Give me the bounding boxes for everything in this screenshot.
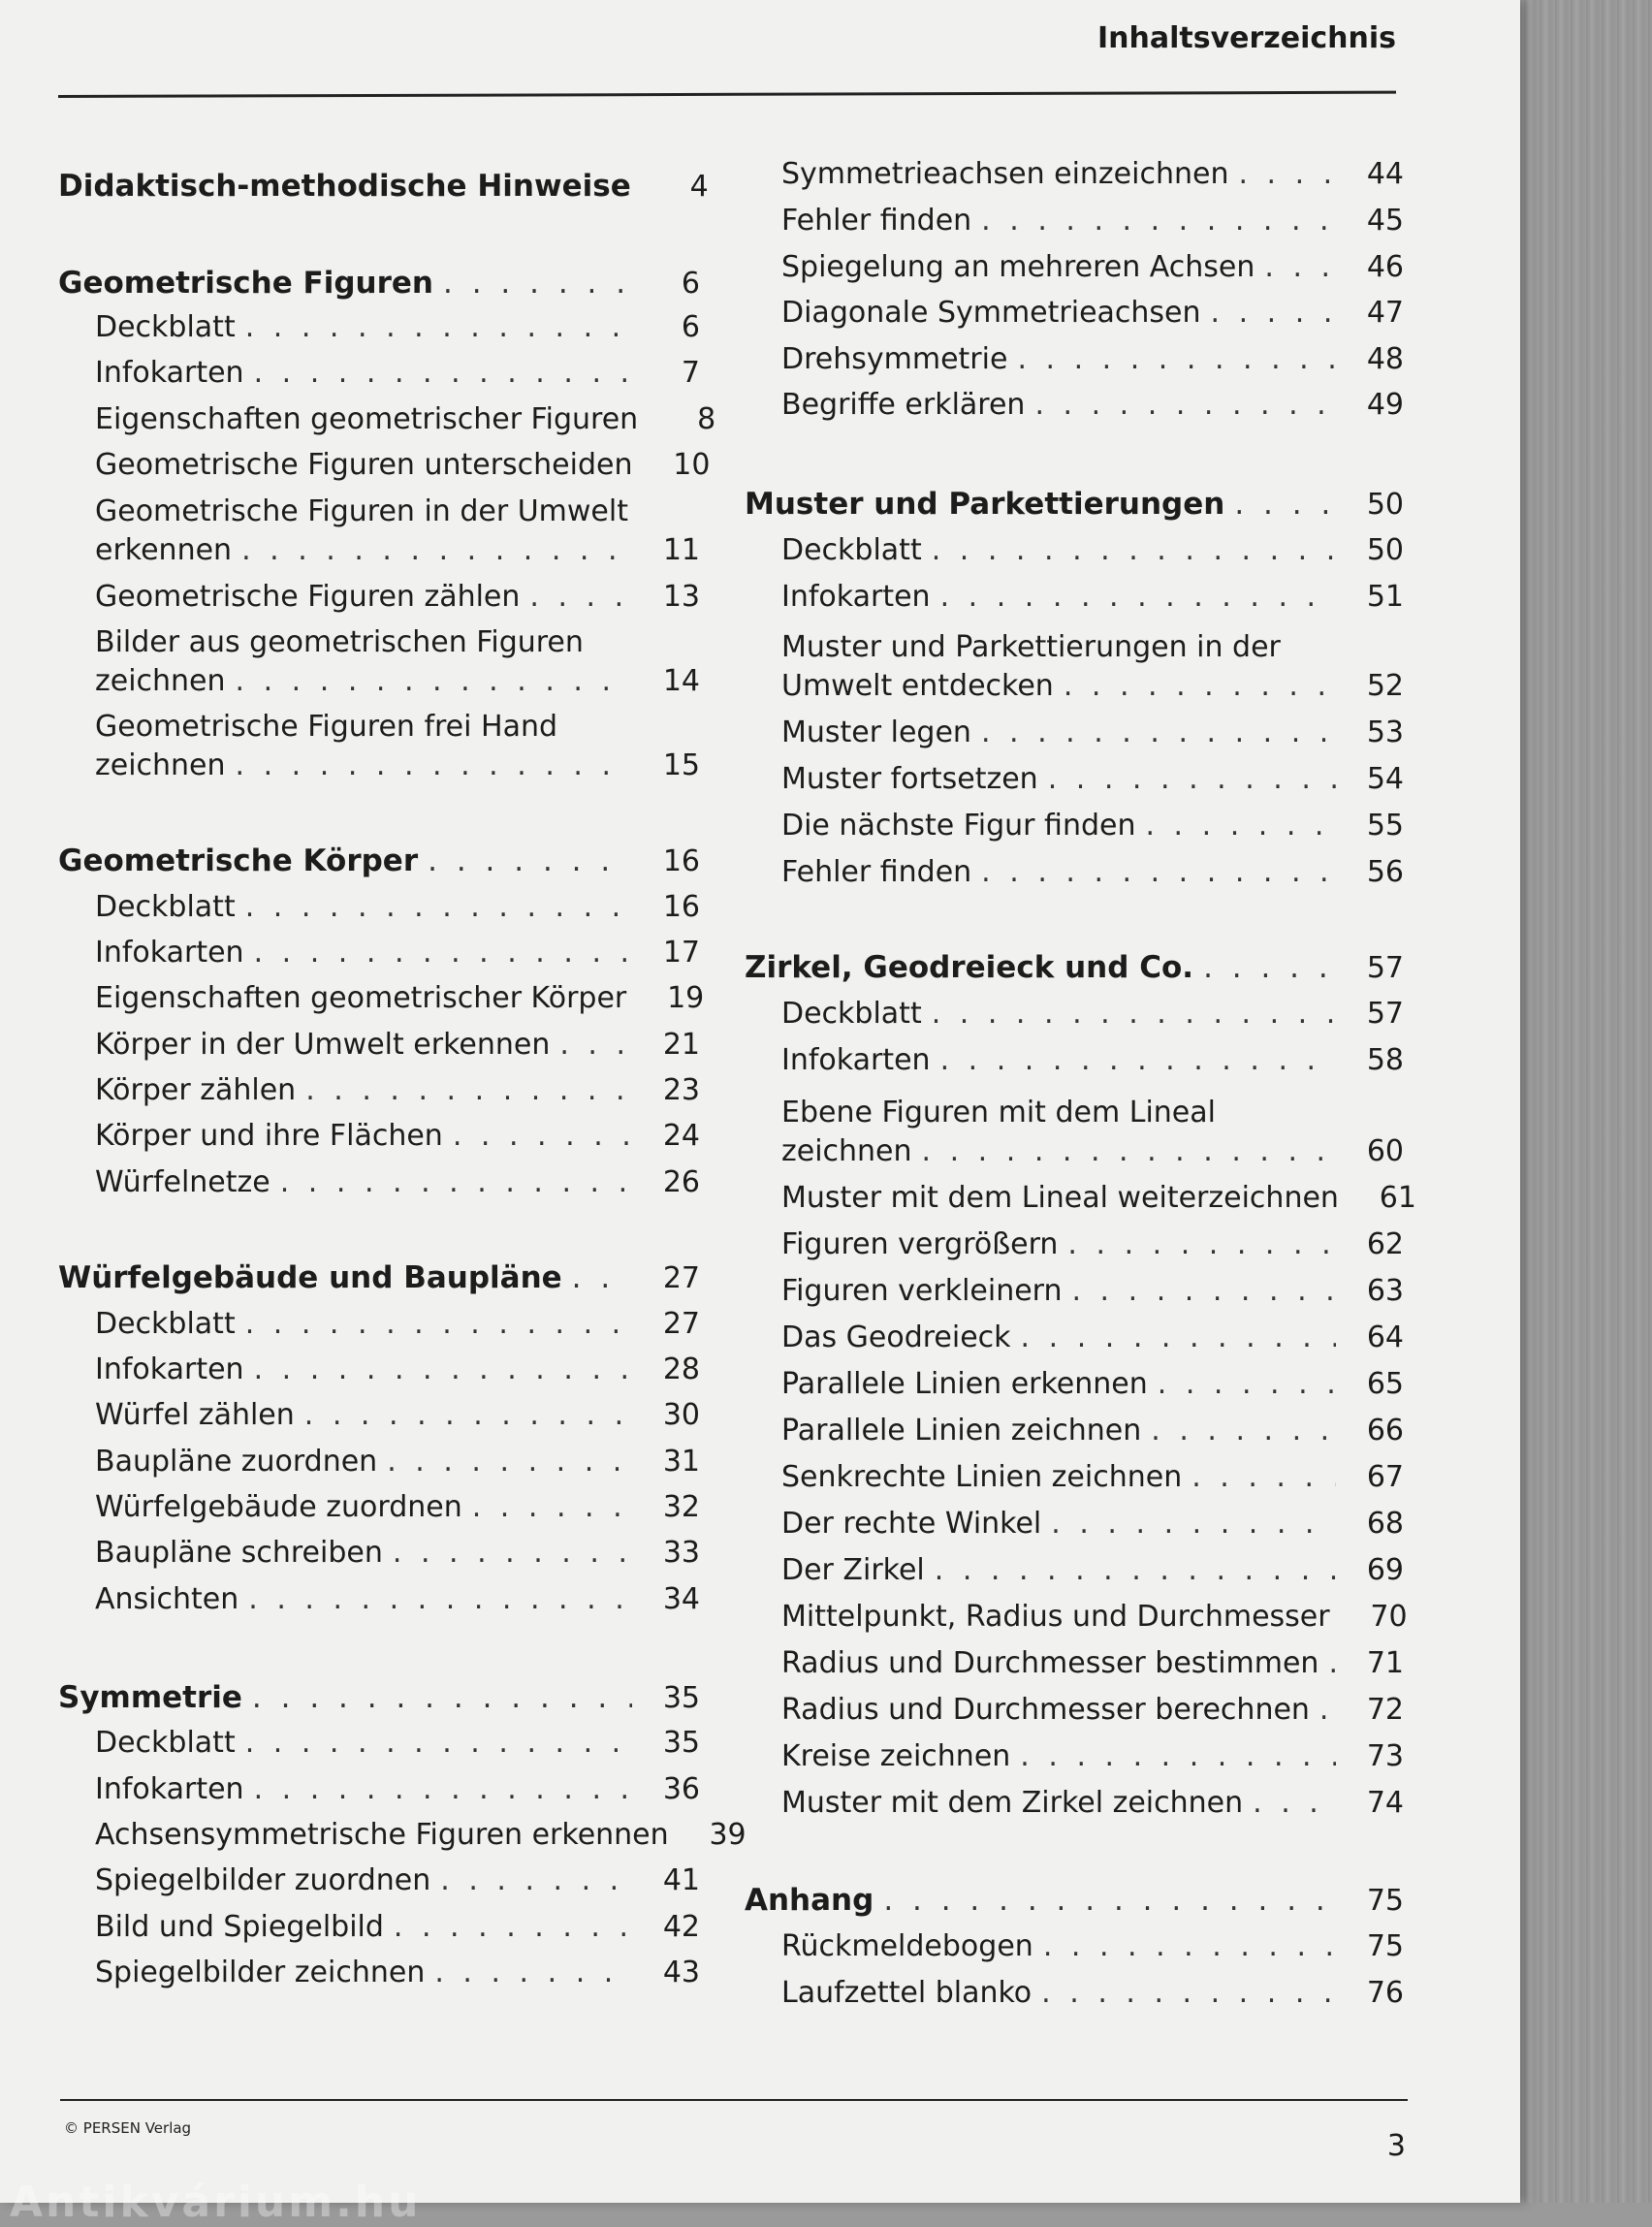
toc-entry-title: Deckblatt [95,1307,236,1341]
dot-leader [254,1770,632,1809]
toc-page-number: 57 [1366,997,1404,1031]
dot-leader [1041,1974,1336,2013]
toc-entry-title: Geometrische Figuren unterscheiden [95,448,633,482]
toc-entry [745,1458,1404,1497]
toc-page-number: 33 [662,1536,700,1570]
toc-entry-title: zeichnen [95,748,226,782]
toc-entry-title: Radius und Durchmesser bestimmen [781,1646,1319,1680]
dot-leader [940,578,1336,617]
dot-leader [1021,1319,1336,1357]
toc-entry [745,853,1404,892]
toc-page-number: 49 [1366,388,1404,422]
toc-page-number: 21 [662,1028,700,1062]
toc-page-number: 6 [681,267,700,301]
toc-page-number: 68 [1366,1507,1404,1541]
toc-entry-title: Der Zirkel [781,1553,925,1587]
toc-section-heading [58,167,709,207]
toc-entry-title: erkennen [95,533,233,567]
toc-entry [58,1117,700,1156]
toc-entry-title: Figuren verkleinern [781,1274,1063,1308]
toc-page-number: 62 [1366,1227,1404,1261]
toc-page-number: 50 [1366,488,1404,522]
toc-entry-title: Didaktisch-methodische Hinweise [58,169,631,204]
dot-leader [1328,1644,1336,1683]
toc-entry [58,708,700,785]
toc-entry [745,1551,1404,1590]
toc-entry-title: Das Geodreieck [781,1320,1011,1354]
toc-page-number: 36 [662,1772,700,1806]
toc-entry-title: Anhang [745,1883,874,1918]
dot-leader [1048,760,1336,799]
dot-leader [434,1954,632,1992]
toc-entry [58,979,705,1018]
toc-entry [745,1644,1404,1683]
toc-entry [745,1041,1404,1080]
toc-page-number: 63 [1366,1274,1404,1308]
toc-page-number: 30 [662,1398,700,1432]
dot-leader [304,1396,632,1435]
dot-leader [254,354,632,393]
dot-leader [981,714,1336,752]
toc-entry [745,340,1404,379]
toc-entry-title: Laufzettel blanko [781,1976,1032,2010]
dot-leader [393,1534,632,1573]
page-header-title: Inhaltsverzeichnis [1096,21,1396,55]
toc-page-number: 73 [1366,1739,1404,1773]
toc-entry-title: Deckblatt [95,310,236,344]
dot-leader [453,1117,632,1156]
dot-leader [248,1580,632,1619]
toc-page-number: 74 [1366,1786,1404,1820]
toc-page-number: 39 [709,1818,747,1852]
toc-page-number: 34 [662,1582,700,1616]
toc-entry [745,760,1404,799]
dot-leader [1191,1458,1336,1497]
toc-entry-title: Mittelpunkt, Radius und Durchmesser [781,1600,1330,1634]
toc-page-number: 48 [1366,342,1404,376]
dot-leader [1319,1691,1336,1730]
toc-page-number: 17 [662,936,700,970]
toc-page-number: 27 [662,1307,700,1341]
toc-entry-title: Drehsymmetrie [781,342,1008,376]
toc-entry [58,308,700,347]
toc-page-number: 16 [662,890,700,924]
toc-entry [745,1598,1408,1637]
toc-entry [745,807,1404,845]
toc-entry [58,623,700,701]
toc-entry [58,1163,700,1202]
toc-entry [745,386,1404,425]
dot-leader [428,842,632,880]
toc-page-number: 69 [1366,1553,1404,1587]
toc-entry [745,294,1404,333]
toc-page-number: 65 [1366,1367,1404,1401]
toc-section-heading [58,1678,700,1718]
dot-leader [1067,1225,1336,1264]
toc-section-heading [745,485,1404,525]
toc-entry-title: Baupläne schreiben [95,1536,383,1570]
dot-leader [1020,1737,1336,1776]
toc-entry-title: Körper in der Umwelt erkennen [95,1028,551,1062]
toc-entry-title: Kreise zeichnen [781,1739,1011,1773]
toc-entry [745,1272,1404,1311]
toc-entry-title: Fehler finden [781,204,972,238]
toc-page-number: 7 [681,356,700,390]
toc-page-number: 46 [1366,250,1404,284]
toc-entry-title: Muster legen [781,716,971,749]
toc-entry-title: Muster mit dem Zirkel zeichnen [781,1786,1244,1820]
toc-entry-title: Spiegelung an mehreren Achsen [781,250,1255,284]
toc-entry [58,1443,700,1481]
toc-page-number: 47 [1366,296,1404,330]
toc-entry [58,1908,700,1947]
toc-entry [745,1927,1404,1966]
toc-page-number: 55 [1366,809,1404,843]
toc-entry-title: Infokarten [781,1043,931,1077]
toc-entry [745,1094,1404,1171]
toc-page-number: 42 [662,1910,700,1944]
toc-page-number: 54 [1366,762,1404,796]
toc-page-number: 23 [662,1073,700,1107]
toc-entry-title: Deckblatt [781,533,922,567]
toc-page-number: 70 [1370,1600,1408,1634]
toc-entry [745,578,1404,617]
toc-entry-title: Geometrische Figuren [58,266,433,301]
dot-leader [940,1041,1336,1080]
toc-entry-title: Geometrische Figuren zählen [95,580,521,614]
dot-leader [305,1071,632,1110]
toc-entry-title: Spiegelbilder zeichnen [95,1956,426,1989]
toc-page-number: 28 [662,1352,700,1386]
dot-leader [245,1724,632,1763]
toc-page-number: 19 [667,981,705,1015]
toc-entry-title: Parallele Linien erkennen [781,1367,1148,1401]
toc-entry-title: Spiegelbilder zuordnen [95,1863,431,1897]
toc-page-number: 15 [662,748,700,782]
toc-entry-title: Ansichten [95,1582,239,1616]
toc-entry [745,1737,1404,1776]
toc-page-number: 45 [1366,204,1404,238]
toc-entry-title-line: Ebene Figuren mit dem Lineal [781,1096,1216,1129]
toc-entry-title: Der rechte Winkel [781,1507,1042,1541]
toc-entry-title: Infokarten [95,1772,244,1806]
toc-entry-title: Zirkel, Geodreieck und Co. [745,950,1194,985]
toc-entry [58,1770,700,1809]
toc-entry [745,531,1404,570]
toc-entry-title-line: Bilder aus geometrischen Figuren [95,625,584,659]
toc-page-number: 6 [681,310,700,344]
toc-entry-title: Infokarten [95,936,244,970]
toc-page-number: 27 [662,1261,700,1295]
toc-page-number: 10 [673,448,711,482]
toc-entry [58,1351,700,1389]
toc-page-number: 51 [1366,580,1404,614]
dot-leader [572,1258,632,1297]
toc-page-number: 35 [662,1681,700,1715]
toc-entry-title: Infokarten [781,580,931,614]
toc-entry [58,1534,700,1573]
dot-leader [440,1861,632,1900]
toc-page-number: 66 [1366,1414,1404,1448]
footer-divider [60,2099,1408,2101]
toc-page-number: 31 [662,1445,700,1479]
toc-entry-title: Rückmeldebogen [781,1929,1033,1963]
toc-entry [745,1179,1416,1218]
dot-leader [472,1488,632,1527]
toc-entry [745,248,1404,287]
dot-leader [1234,485,1336,524]
toc-entry [58,888,700,927]
toc-entry [745,1412,1404,1450]
dot-leader [245,1305,632,1344]
toc-page-number: 56 [1366,855,1404,889]
toc-entry-title: Infokarten [95,356,244,390]
toc-entry-title: Achsensymmetrische Figuren erkennen [95,1818,669,1852]
toc-entry-title: Parallele Linien zeichnen [781,1414,1142,1448]
dot-leader [932,995,1336,1034]
dot-leader [922,1132,1336,1171]
toc-page-number: 11 [662,533,700,567]
dot-leader [1158,1365,1336,1404]
toc-entry [58,400,716,439]
toc-page-number: 57 [1366,951,1404,985]
toc-entry-title: Senkrechte Linien zeichnen [781,1460,1183,1494]
toc-entry [58,354,700,393]
toc-entry-title: Muster mit dem Lineal weiterzeichnen [781,1181,1339,1215]
dot-leader [981,202,1336,240]
toc-section-heading [745,948,1404,988]
toc-entry [745,155,1404,194]
dot-leader [1043,1927,1336,1966]
toc-entry-title: Würfelgebäude und Baupläne [58,1260,562,1295]
toc-page-number: 24 [662,1119,700,1153]
toc-entry [745,1505,1404,1543]
toc-entry [745,1784,1404,1823]
toc-entry [745,714,1404,752]
dot-leader [883,1881,1336,1920]
toc-page-number: 64 [1366,1320,1404,1354]
toc-page-number: 75 [1366,1929,1404,1963]
toc-entry [58,578,700,617]
toc-entry-title: Baupläne zuordnen [95,1445,378,1479]
dot-leader [981,853,1336,892]
dot-leader [1203,948,1336,987]
toc-page-number: 67 [1366,1460,1404,1494]
dot-leader [245,888,632,927]
toc-entry-title: zeichnen [95,664,226,698]
toc-page-number: 58 [1366,1043,1404,1077]
dot-leader [1017,340,1336,379]
toc-entry [745,1319,1404,1357]
toc-entry [58,1816,747,1855]
toc-page-number: 53 [1366,716,1404,749]
header-divider [58,91,1396,98]
toc-entry-title: Radius und Durchmesser berechnen [781,1693,1310,1727]
toc-entry [58,446,711,485]
toc-page-number: 32 [662,1490,700,1524]
toc-page-number: 35 [662,1726,700,1760]
toc-entry-title: Infokarten [95,1352,244,1386]
toc-page-number: 41 [662,1863,700,1897]
toc-page-number: 60 [1366,1134,1404,1168]
toc-page-number: 14 [662,664,700,698]
toc-entry-title: Würfel zählen [95,1398,295,1432]
dot-leader [1064,667,1336,706]
toc-entry [745,1974,1404,2013]
toc-page-number: 44 [1366,157,1404,191]
toc-entry [58,1724,700,1763]
toc-page-number: 13 [662,580,700,614]
toc-entry-title: Körper zählen [95,1073,297,1107]
toc-entry-title: Deckblatt [95,890,236,924]
toc-entry-title: Muster und Parkettierungen [745,487,1225,522]
toc-entry-title: Würfelnetze [95,1165,270,1199]
dot-leader [559,1026,632,1065]
toc-page-number: 4 [689,170,709,204]
toc-entry [745,628,1404,706]
toc-entry [58,1026,700,1065]
dot-leader [254,1351,632,1389]
toc-section-heading [58,1258,700,1298]
dot-leader [245,308,632,347]
watermark: Antikvárium.hu [10,2178,422,2227]
dot-leader [1238,155,1336,194]
toc-entry-title: Die nächste Figur finden [781,809,1136,843]
dot-leader [932,531,1336,570]
dot-leader [1145,807,1336,845]
toc-page-number: 76 [1366,1976,1404,2010]
toc-entry-title: zeichnen [781,1134,912,1168]
toc-entry-title: Geometrische Körper [58,843,419,878]
dot-leader [241,531,632,570]
dot-leader [1264,248,1336,287]
dot-leader [394,1908,632,1947]
toc-entry [745,1691,1404,1730]
toc-entry [58,493,700,570]
dot-leader [387,1443,632,1481]
dot-leader [1211,294,1336,333]
dot-leader [529,578,632,617]
toc-entry-title: Diagonale Symmetrieachsen [781,296,1201,330]
toc-section-heading [58,264,700,303]
dot-leader [280,1163,632,1202]
toc-entry [745,1365,1404,1404]
toc-entry [58,1580,700,1619]
toc-page-number: 50 [1366,533,1404,567]
toc-entry-title: Muster fortsetzen [781,762,1038,796]
toc-section-heading [745,1881,1404,1921]
page-number: 3 [1386,2129,1406,2163]
toc-entry [58,1954,700,1992]
toc-entry-title-line: Muster und Parkettierungen in der [781,630,1281,664]
dot-leader [1051,1505,1336,1543]
dot-leader [254,934,632,972]
toc-page-number: 26 [662,1165,700,1199]
toc-entry-title: Deckblatt [781,997,922,1031]
toc-entry [58,1305,700,1344]
toc-entry-title: Eigenschaften geometrischer Figuren [95,402,639,436]
dot-leader [935,1551,1336,1590]
copyright-notice: © PERSEN Verlag [64,2119,192,2137]
toc-page-number: 8 [697,402,716,436]
dot-leader [1253,1784,1336,1823]
toc-entry [745,995,1404,1034]
toc-entry [58,1488,700,1527]
toc-entry-title: Würfelgebäude zuordnen [95,1490,462,1524]
toc-page-number: 75 [1366,1884,1404,1918]
toc-entry [58,1071,700,1110]
dot-leader [236,662,632,701]
toc-page-number: 52 [1366,669,1404,703]
toc-entry [58,1861,700,1900]
toc-entry-title: Symmetrie [58,1680,242,1715]
dot-leader [1034,386,1336,425]
toc-entry-title: Symmetrieachsen einzeichnen [781,157,1229,191]
toc-entry-title: Figuren vergrößern [781,1227,1059,1261]
toc-entry-title-line: Geometrische Figuren frei Hand [95,710,558,744]
toc-entry-title: Eigenschaften geometrischer Körper [95,981,627,1015]
dot-leader [252,1678,632,1717]
toc-entry-title: Bild und Spiegelbild [95,1910,384,1944]
dot-leader [443,264,632,302]
toc-entry-title: Umwelt entdecken [781,669,1054,703]
toc-entry-title: Fehler finden [781,855,972,889]
toc-page-number: 71 [1366,1646,1404,1680]
toc-entry-title: Deckblatt [95,1726,236,1760]
toc-entry-title-line: Geometrische Figuren in der Umwelt [95,494,628,528]
toc-entry [745,1225,1404,1264]
toc-page-number: 72 [1366,1693,1404,1727]
toc-entry [58,1396,700,1435]
dot-leader [1151,1412,1336,1450]
toc-entry [745,202,1404,240]
toc-entry [58,934,700,972]
toc-entry-title: Körper und ihre Flächen [95,1119,443,1153]
toc-entry-title: Begriffe erklären [781,388,1026,422]
toc-page-number: 61 [1379,1181,1416,1215]
toc-page-number: 43 [662,1956,700,1989]
toc-section-heading [58,842,700,881]
dot-leader [1071,1272,1336,1311]
toc-page-number: 16 [662,844,700,878]
dot-leader [236,747,632,785]
